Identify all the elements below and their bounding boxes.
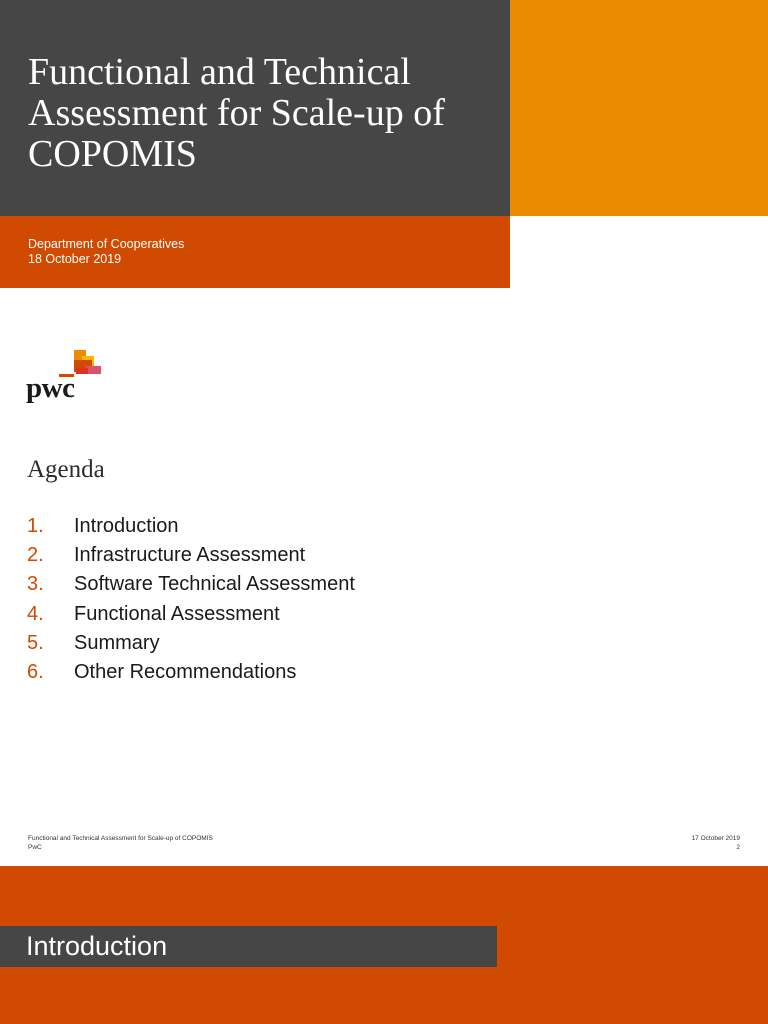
agenda-item — [27, 600, 355, 629]
footer-document-title: Functional and Technical Assessment for Scale-up of COPOMIS — [28, 835, 213, 842]
agenda-item-label: Summary — [74, 631, 160, 654]
section-title: Introduction — [26, 931, 168, 961]
agenda-item-number: 3. — [27, 573, 44, 596]
pwc-logo-text: pwc — [26, 372, 75, 404]
organization-name: Department of Cooperatives — [28, 237, 185, 251]
agenda-item-label: Other Recommendations — [74, 660, 297, 683]
agenda-item-number: 5. — [27, 631, 44, 654]
footer-date: 17 October 2019 — [691, 835, 740, 842]
agenda-item-label: Software Technical Assessment — [74, 573, 355, 596]
agenda-item-number: 2. — [27, 544, 44, 567]
agenda-item-number: 6. — [27, 660, 44, 683]
footer-left — [28, 834, 213, 852]
footer-right — [692, 834, 740, 852]
footer-page-number: 2 — [736, 844, 740, 851]
agenda-list — [27, 512, 355, 687]
agenda-item — [27, 541, 355, 570]
agenda-item — [27, 629, 355, 658]
presentation-date: 18 October 2019 — [28, 252, 122, 266]
orange-accent-block — [510, 0, 768, 216]
agenda-item — [27, 658, 355, 687]
agenda-item-label: Functional Assessment — [74, 602, 280, 625]
pwc-logo — [24, 348, 104, 410]
agenda-item — [27, 512, 355, 541]
footer-company: PwC — [28, 844, 42, 851]
agenda-item-label: Infrastructure Assessment — [74, 544, 306, 567]
agenda-item-number: 4. — [27, 602, 44, 625]
agenda-item-number: 1. — [27, 515, 44, 537]
document-title: Functional and Technical Assessment for Scale-up of COPOMIS — [28, 51, 445, 175]
agenda-item — [27, 570, 355, 599]
agenda-item-label: Introduction — [74, 515, 179, 537]
agenda-heading: Agenda — [27, 456, 105, 483]
